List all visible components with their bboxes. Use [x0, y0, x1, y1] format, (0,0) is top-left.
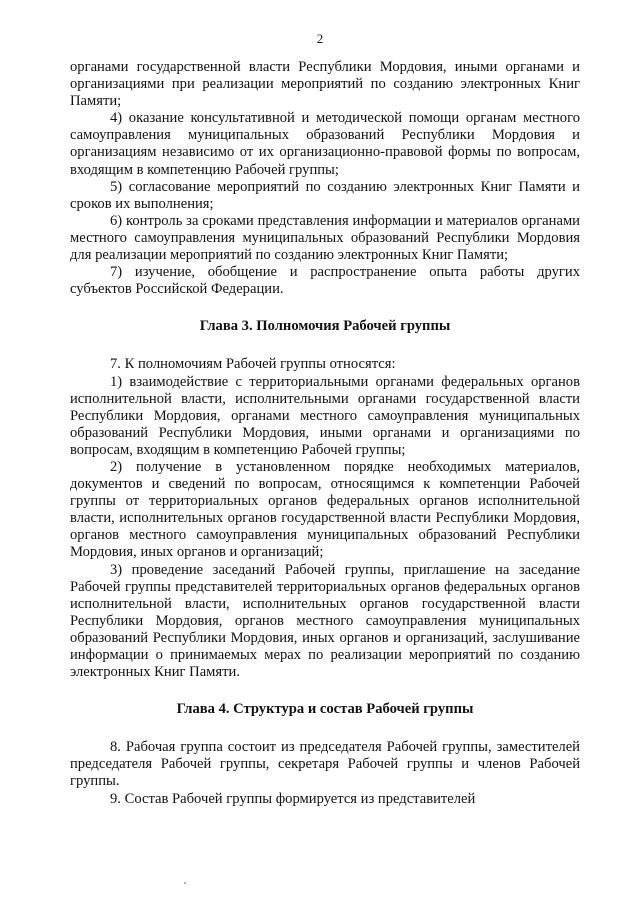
paragraph-item-4: 4) оказание консультативной и методической помощи органам местного самоуправления муниципальных образований Республики Мордовия и организациям независимо от их организационно-правовой формы по вопросам, входящим в компетенцию Рабочей группы; — [70, 110, 580, 178]
document-body — [70, 59, 580, 808]
paragraph-continuation: органами государственной власти Республики Мордовия, иными органами и организациями при реализации мероприятий по созданию электронных Книг Памяти; — [70, 59, 580, 110]
paragraph-clause-8: 8. Рабочая группа состоит из председателя Рабочей группы, заместителей председателя Рабочей группы, секретаря Рабочей группы и членов Рабочей группы. — [70, 739, 580, 790]
paragraph-power-2: 2) получение в установленном порядке необходимых материалов, документов и сведений по вопросам, относящимся к компетенции Рабочей группы от территориальных органов федеральных органов исполнительной власти, исполнительных органов государственной власти Республики Мордовия, органов местного самоуправления муниципальных образований Республики Мордовия, иных органов и организаций; — [70, 458, 580, 561]
chapter-3-heading: Глава 3. Полномочия Рабочей группы — [199, 318, 451, 335]
paragraph-item-7: 7) изучение, обобщение и распространение опыта работы других субъектов Российской Федерации. — [70, 264, 580, 298]
paragraph-clause-9: 9. Состав Рабочей группы формируется из представителей — [110, 790, 476, 807]
scan-speck — [184, 882, 186, 884]
paragraph-clause-7: 7. К полномочиям Рабочей группы относятся: — [110, 356, 396, 373]
page-number: 2 — [316, 31, 324, 46]
paragraph-power-3: 3) проведение заседаний Рабочей группы, приглашение на заседание Рабочей группы представителей территориальных органов федеральных органов исполнительной власти, исполнительных органов государственной власти Республики Мордовия, органов местного самоуправления муниципальных образований Республики Мордовия, иных органов и организаций, заслушивание информации о принимаемых мерах по реализации мероприятий по созданию электронных Книг Памяти. — [70, 561, 580, 681]
paragraph-item-6: 6) контроль за сроками представления информации и материалов органами местного самоуправления муниципальных образований Республики Мордовия для реализации мероприятий по созданию электронных Книг Памяти; — [70, 212, 580, 264]
paragraph-power-1: 1) взаимодействие с территориальными органами федеральных органов исполнительной власти, исполнительными органами государственной власти Республики Мордовия, органами местного самоуправления муниципальных образований Республики Мордовия, иными органами и организациями по вопросам, входящим в компетенцию Рабочей группы; — [70, 373, 580, 458]
chapter-4-heading: Глава 4. Структура и состав Рабочей группы — [176, 701, 474, 718]
paragraph-item-5: 5) согласование мероприятий по созданию электронных Книг Памяти и сроков их выполнения; — [70, 178, 580, 212]
